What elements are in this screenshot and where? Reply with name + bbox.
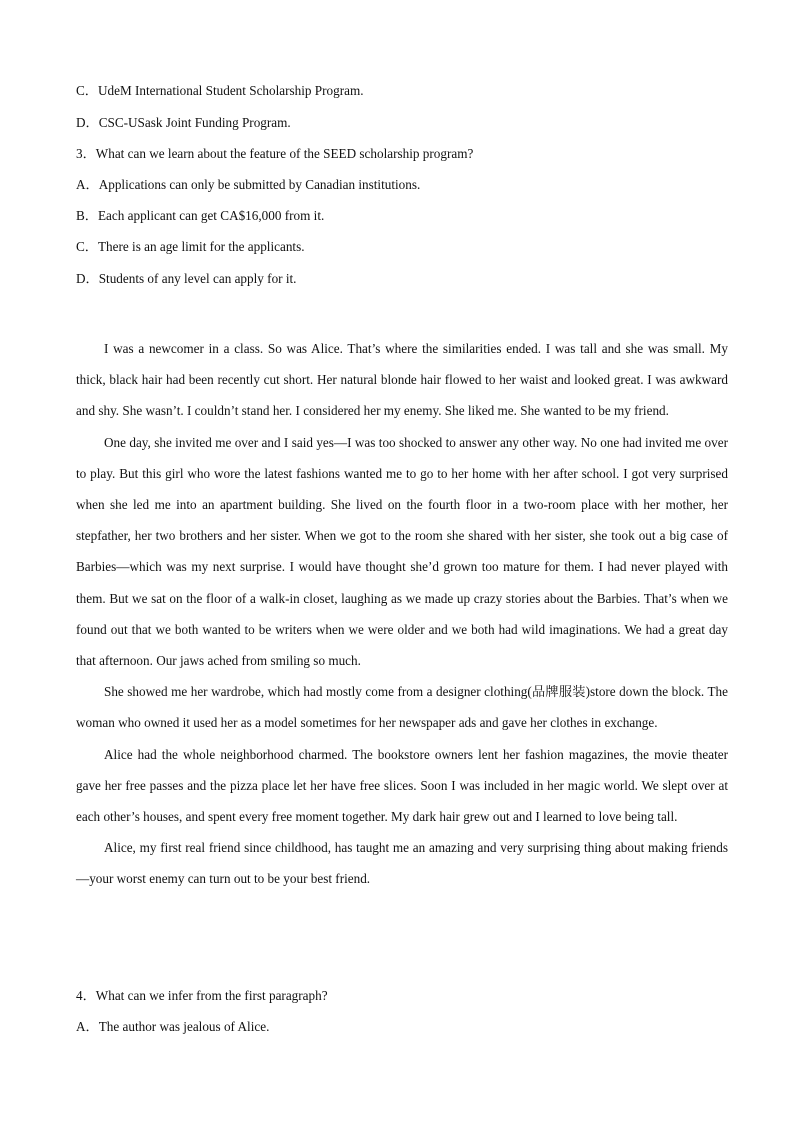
q3-option-b: B．Each applicant can get CA$16,000 from it. bbox=[76, 208, 325, 223]
passage-paragraph-5: Alice, my first real friend since childhood, has taught me an amazing and very surprising thing about making friends—your worst enemy can turn out to be your best friend. bbox=[76, 840, 728, 887]
reading-passage bbox=[76, 333, 728, 895]
passage-paragraph-2: One day, she invited me over and I said yes—I was too shocked to answer any other way. No one had invited me over to play. But this girl who wore the latest fashions wanted me to go to her home with her after school. I got very surprised when she led me into an apartment building. She lived on the fourth floor in a two-room place with her mother, her stepfather, her two brothers and her sister. When we got to the room she shared with her sister, she took out a big case of Barbies—which was my next surprise. I would have thought she’d grown too mature for them. I had never played with them. But we sat on the floor of a walk-in closet, laughing as we made up crazy stories about the Barbies. That’s when we found out that we both wanted to be writers when we were older and we both had wild imaginations. We had a great day that afternoon. Our jaws ached from smiling so much. bbox=[76, 434, 728, 669]
q3-option-a: A．Applications can only be submitted by Canadian institutions. bbox=[76, 177, 421, 192]
q2-option-d: D．CSC-USask Joint Funding Program. bbox=[76, 115, 291, 130]
q4-option-a: A．The author was jealous of Alice. bbox=[76, 1019, 270, 1034]
q3-question: 3．What can we learn about the feature of the SEED scholarship program? bbox=[76, 146, 474, 161]
q3-option-d: D．Students of any level can apply for it. bbox=[76, 271, 297, 286]
passage-paragraph-4: Alice had the whole neighborhood charmed. The bookstore owners lent her fashion magazines, the movie theater gave her free passes and the pizza place let her have free slices. Soon I was included in her magic world. We slept over at each other’s houses, and spent every free moment together. My dark hair grew out and I learned to love being tall. bbox=[76, 746, 728, 825]
q3-option-c: C．There is an age limit for the applicants. bbox=[76, 239, 305, 254]
passage-paragraph-3: She showed me her wardrobe, which had mostly come from a designer clothing(品牌服装)store down the block. The woman who owned it used her as a model sometimes for her newspaper ads and gave her clothes in exchange. bbox=[76, 684, 728, 731]
q4-question: 4．What can we infer from the first paragraph? bbox=[76, 988, 328, 1003]
q2-option-c: C．UdeM International Student Scholarship Program. bbox=[76, 83, 364, 98]
passage-paragraph-1: I was a newcomer in a class. So was Alice. That’s where the similarities ended. I was tall and she was small. My thick, black hair had been recently cut short. Her natural blonde hair flowed to her waist and looked great. I was awkward and shy. She wasn’t. I couldn’t stand her. I considered her my enemy. She liked me. She wanted to be my friend. bbox=[76, 341, 728, 419]
